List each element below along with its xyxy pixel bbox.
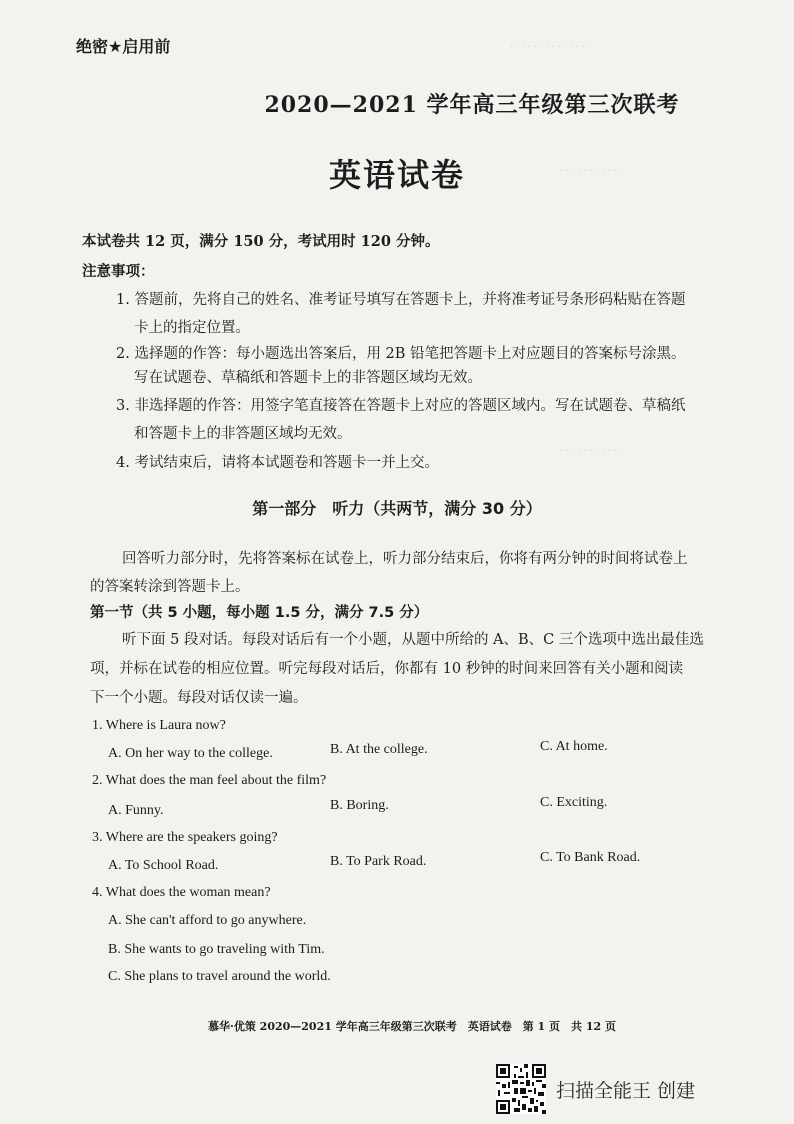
question: 1. Where is Laura now?: [92, 718, 226, 733]
bleed-through-text: . . . . . . . . . . .: [560, 160, 623, 174]
question: 4. What does the woman mean?: [92, 885, 271, 900]
exam-info: 本试卷共 12 页，满分 150 分，考试用时 120 分钟。: [82, 233, 440, 250]
option-c: C. To Bank Road.: [540, 850, 641, 865]
section-instruction-cont: 下一个小题。每段对话仅读一遍。: [90, 690, 308, 706]
note-item-cont: 写在试题卷、草稿纸和答题卡上的非答题区域均无效。: [134, 370, 482, 386]
section-instruction: 听下面 5 段对话。每段对话后有一个小题，从题中所给的 A、B、C 三个选项中选出最佳选: [122, 632, 704, 648]
part-instruction: 回答听力部分时，先将答案标在试卷上，听力部分结束后，你将有两分钟的时间将试卷上: [122, 551, 688, 567]
question: 2. What does the man feel about the film?: [92, 773, 327, 788]
scanner-watermark: 扫描全能王 创建: [556, 1080, 696, 1102]
page-footer: 慕华·优策 2020—2021 学年高三年级第三次联考 英语试卷 第 1 页 共 12 页: [208, 1020, 616, 1033]
part-heading: 第一部分 听力（共两节，满分 30 分）: [252, 499, 542, 518]
note-item: 2. 选择题的作答：每小题选出答案后，用 2B 铅笔把答题卡上对应题目的答案标号涂黑。: [116, 346, 686, 362]
qr-code-icon: [496, 1064, 546, 1114]
option-a: A. Funny.: [108, 803, 164, 818]
part-instruction-cont: 的答案转涂到答题卡上。: [90, 579, 250, 595]
confidential-label: 绝密★启用前: [76, 37, 171, 56]
option-b: B. Boring.: [330, 798, 389, 813]
option-c: C. At home.: [540, 739, 608, 754]
note-item-cont: 卡上的指定位置。: [134, 320, 250, 336]
option-a: A. To School Road.: [108, 858, 219, 873]
notes-heading: 注意事项：: [82, 264, 155, 280]
note-item: 4. 考试结束后，请将本试题卷和答题卡一并上交。: [116, 455, 439, 471]
note-item: 3. 非选择题的作答：用签字笔直接答在答题卡上对应的答题区域内。写在试题卷、草稿纸: [116, 398, 686, 414]
option-c: C. She plans to travel around the world.: [108, 969, 331, 984]
bleed-through-text: . . . . . . . . . . . . . .: [510, 36, 591, 50]
note-item: 1. 答题前，先将自己的姓名、准考证号填写在答题卡上，并将准考证号条形码粘贴在答题: [116, 292, 686, 308]
bleed-through-text: . . . . . . . . . . .: [560, 440, 623, 454]
section-instruction-cont: 项，并标在试卷的相应位置。听完每段对话后，你都有 10 秒钟的时间来回答有关小题和阅读: [90, 661, 684, 677]
option-a: A. On her way to the college.: [108, 746, 273, 761]
option-b: B. She wants to go traveling with Tim.: [108, 942, 325, 957]
exam-title: 2020—2021 学年高三年级第三次联考: [264, 92, 680, 118]
option-b: B. At the college.: [330, 742, 428, 757]
option-a: A. She can't afford to go anywhere.: [108, 913, 307, 928]
note-item-cont: 和答题卡上的非答题区域均无效。: [134, 426, 352, 442]
option-b: B. To Park Road.: [330, 854, 427, 869]
section-heading: 第一节（共 5 小题，每小题 1.5 分，满分 7.5 分）: [90, 605, 429, 621]
option-c: C. Exciting.: [540, 795, 608, 810]
subject-title: 英语试卷: [328, 156, 465, 194]
question: 3. Where are the speakers going?: [92, 830, 278, 845]
